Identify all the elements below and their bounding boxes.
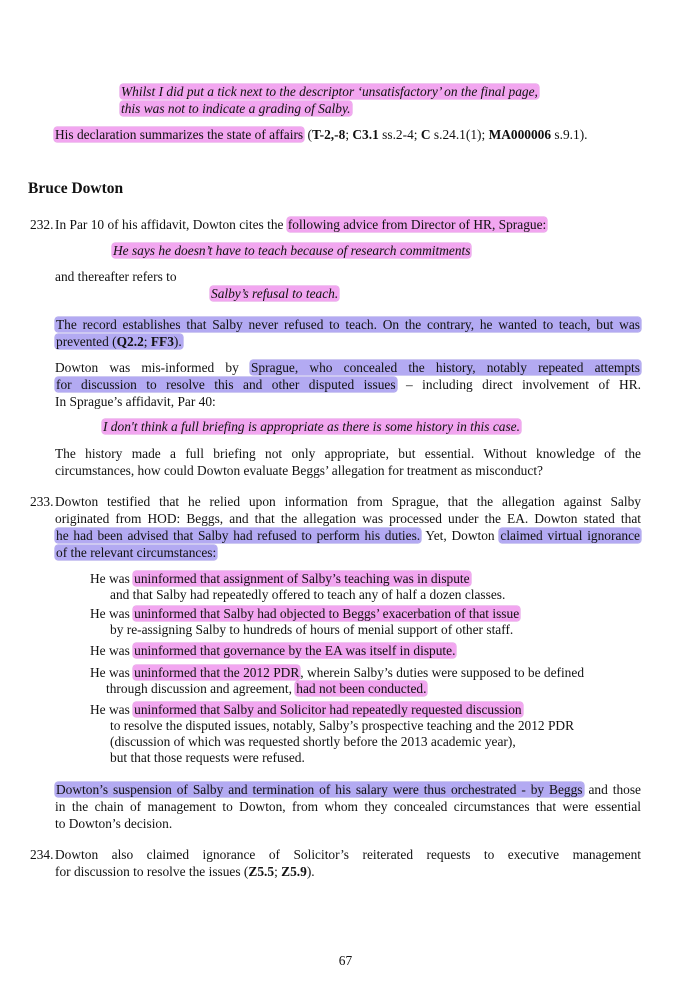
text: s.24.1(1); [430,127,489,142]
paragraph-line: circumstances, how could Dowton evaluate Beggs’ allegation for treatment as misconduct? [55,463,543,478]
paragraph-line: The history made a full briefing not only appropriate, but essential. Without knowledge of the [55,446,641,461]
highlight [55,334,183,349]
text: ; [143,334,151,349]
paragraph-line: Dowton also claimed ignorance of Solicitor’s reiterated requests to executive management [55,847,641,862]
section-heading: Bruce Dowton [28,180,124,197]
page-number: 67 [338,953,353,968]
highlight: he had been advised that Salby had refused to perform his duties. [56,528,421,543]
text: , wherein Salby’s duties were supposed to be defined [300,665,585,680]
paragraph-line [55,216,547,233]
quote-line [120,100,352,117]
quote-line [210,285,339,302]
highlight: for discussion to resolve this and other disputed issues [56,377,396,392]
highlight: following advice from Director of HR, Sprague: [287,217,547,232]
text: ss.2-4; [378,127,421,142]
paragraph-line [55,781,641,798]
paragraph-line: originated from HOD: Beggs, and that the allegation was processed under the EA. Dowton stated that [55,511,641,526]
highlight: claimed virtual ignorance [500,528,640,543]
text: ). [306,864,315,879]
highlight: He says he doesn’t have to teach because of research commitments [113,243,471,258]
ref: Q2.2 [116,334,144,349]
text: Yet, Dowton [421,528,500,543]
paragraph-line [55,544,217,561]
highlight: The record establishes that Salby never refused to teach. On the contrary, he wanted to teach, but was [56,317,640,332]
text: ). [173,334,182,349]
highlight: had not been conducted. [296,681,427,696]
quote-line [112,242,471,259]
text: He was [90,665,134,680]
ref: MA000006 [488,127,552,142]
paragraph-number: 234. [30,847,54,862]
quote-line [120,83,539,100]
text: and those [583,782,642,797]
quote-line [102,418,521,435]
highlight: Sprague, who concealed the history, notably repeated attempts [250,360,640,375]
paragraph-line [55,333,183,350]
paragraph-line [55,863,315,880]
paragraph-line: in the chain of management to Dowton, from whom they concealed circumstances that were essential [55,799,641,814]
paragraph-line [55,376,641,393]
text: ( [304,127,312,142]
text: He was [90,702,134,717]
highlight: His declaration summarizes the state of affairs [55,127,304,142]
declaration-line [54,126,588,143]
text: through discussion and agreement, [106,681,296,696]
paragraph-number: 232. [30,217,54,232]
paragraph-line: Dowton testified that he relied upon information from Sprague, that the allegation against Salby [55,494,641,509]
text: ; [274,864,282,879]
highlight: uninformed that assignment of Salby’s teaching was in dispute [134,571,470,586]
text: for discussion to resolve the issues ( [55,864,249,879]
text: In Par 10 of his affidavit, Dowton cites the [55,217,287,232]
ref: Z5.9 [281,864,307,879]
ref: C3.1 [352,127,379,142]
list-item-continuation: to resolve the disputed issues, notably, Salby’s prospective teaching and the 2012 PDR [110,718,575,733]
highlight: Whilst I did put a tick next to the descriptor ‘unsatisfactory’ on the final page, [121,84,538,99]
list-item [90,642,456,659]
paragraph-line: In Sprague’s affidavit, Par 40: [55,394,216,409]
list-item [90,605,520,622]
text: He was [90,606,134,621]
text: Dowton was mis-informed by [55,360,250,375]
ref: Z5.5 [248,864,275,879]
list-item-continuation: by re-assigning Salby to hundreds of hours of menial support of other staff. [110,622,514,637]
text: ; [345,127,353,142]
ref: C [420,127,431,142]
highlight: uninformed that Salby had objected to Beggs’ exacerbation of that issue [134,606,520,621]
list-item [90,701,523,718]
highlight: uninformed that the 2012 PDR [134,665,300,680]
list-item-continuation: but that those requests were refused. [110,750,305,765]
paragraph-line: to Dowton’s decision. [55,816,173,831]
highlight: Salby’s refusal to teach. [211,286,339,301]
text: prevented ( [56,334,117,349]
text: – including direct involvement of HR. [396,377,642,392]
list-item-continuation [106,680,427,697]
paragraph-line [55,527,641,544]
paragraph-number: 233. [30,494,54,509]
list-item [90,664,584,681]
ref: T-2,-8 [311,127,346,142]
highlight: this was not to indicate a grading of Salby. [121,101,351,116]
text: He was [90,571,134,586]
list-item-continuation: and that Salby had repeatedly offered to teach any of half a dozen classes. [110,587,506,602]
paragraph-line [55,359,641,376]
list-item-continuation: (discussion of which was requested shortly before the 2013 academic year), [110,734,516,749]
list-item [90,570,471,587]
highlight: I don't think a full briefing is appropriate as there is some history in this case. [103,419,520,434]
text: He was [90,643,134,658]
paragraph-line: and thereafter refers to [55,269,177,284]
text: s.9.1). [551,127,588,142]
highlight: Dowton’s suspension of Salby and termination of his salary were thus orchestrated - by Beggs [56,782,583,797]
highlight: of the relevant circumstances: [56,545,217,560]
ref: FF3 [150,334,174,349]
paragraph-line [55,316,641,333]
highlight: uninformed that Salby and Solicitor had repeatedly requested discussion [134,702,522,717]
highlight: uninformed that governance by the EA was itself in dispute. [134,643,456,658]
